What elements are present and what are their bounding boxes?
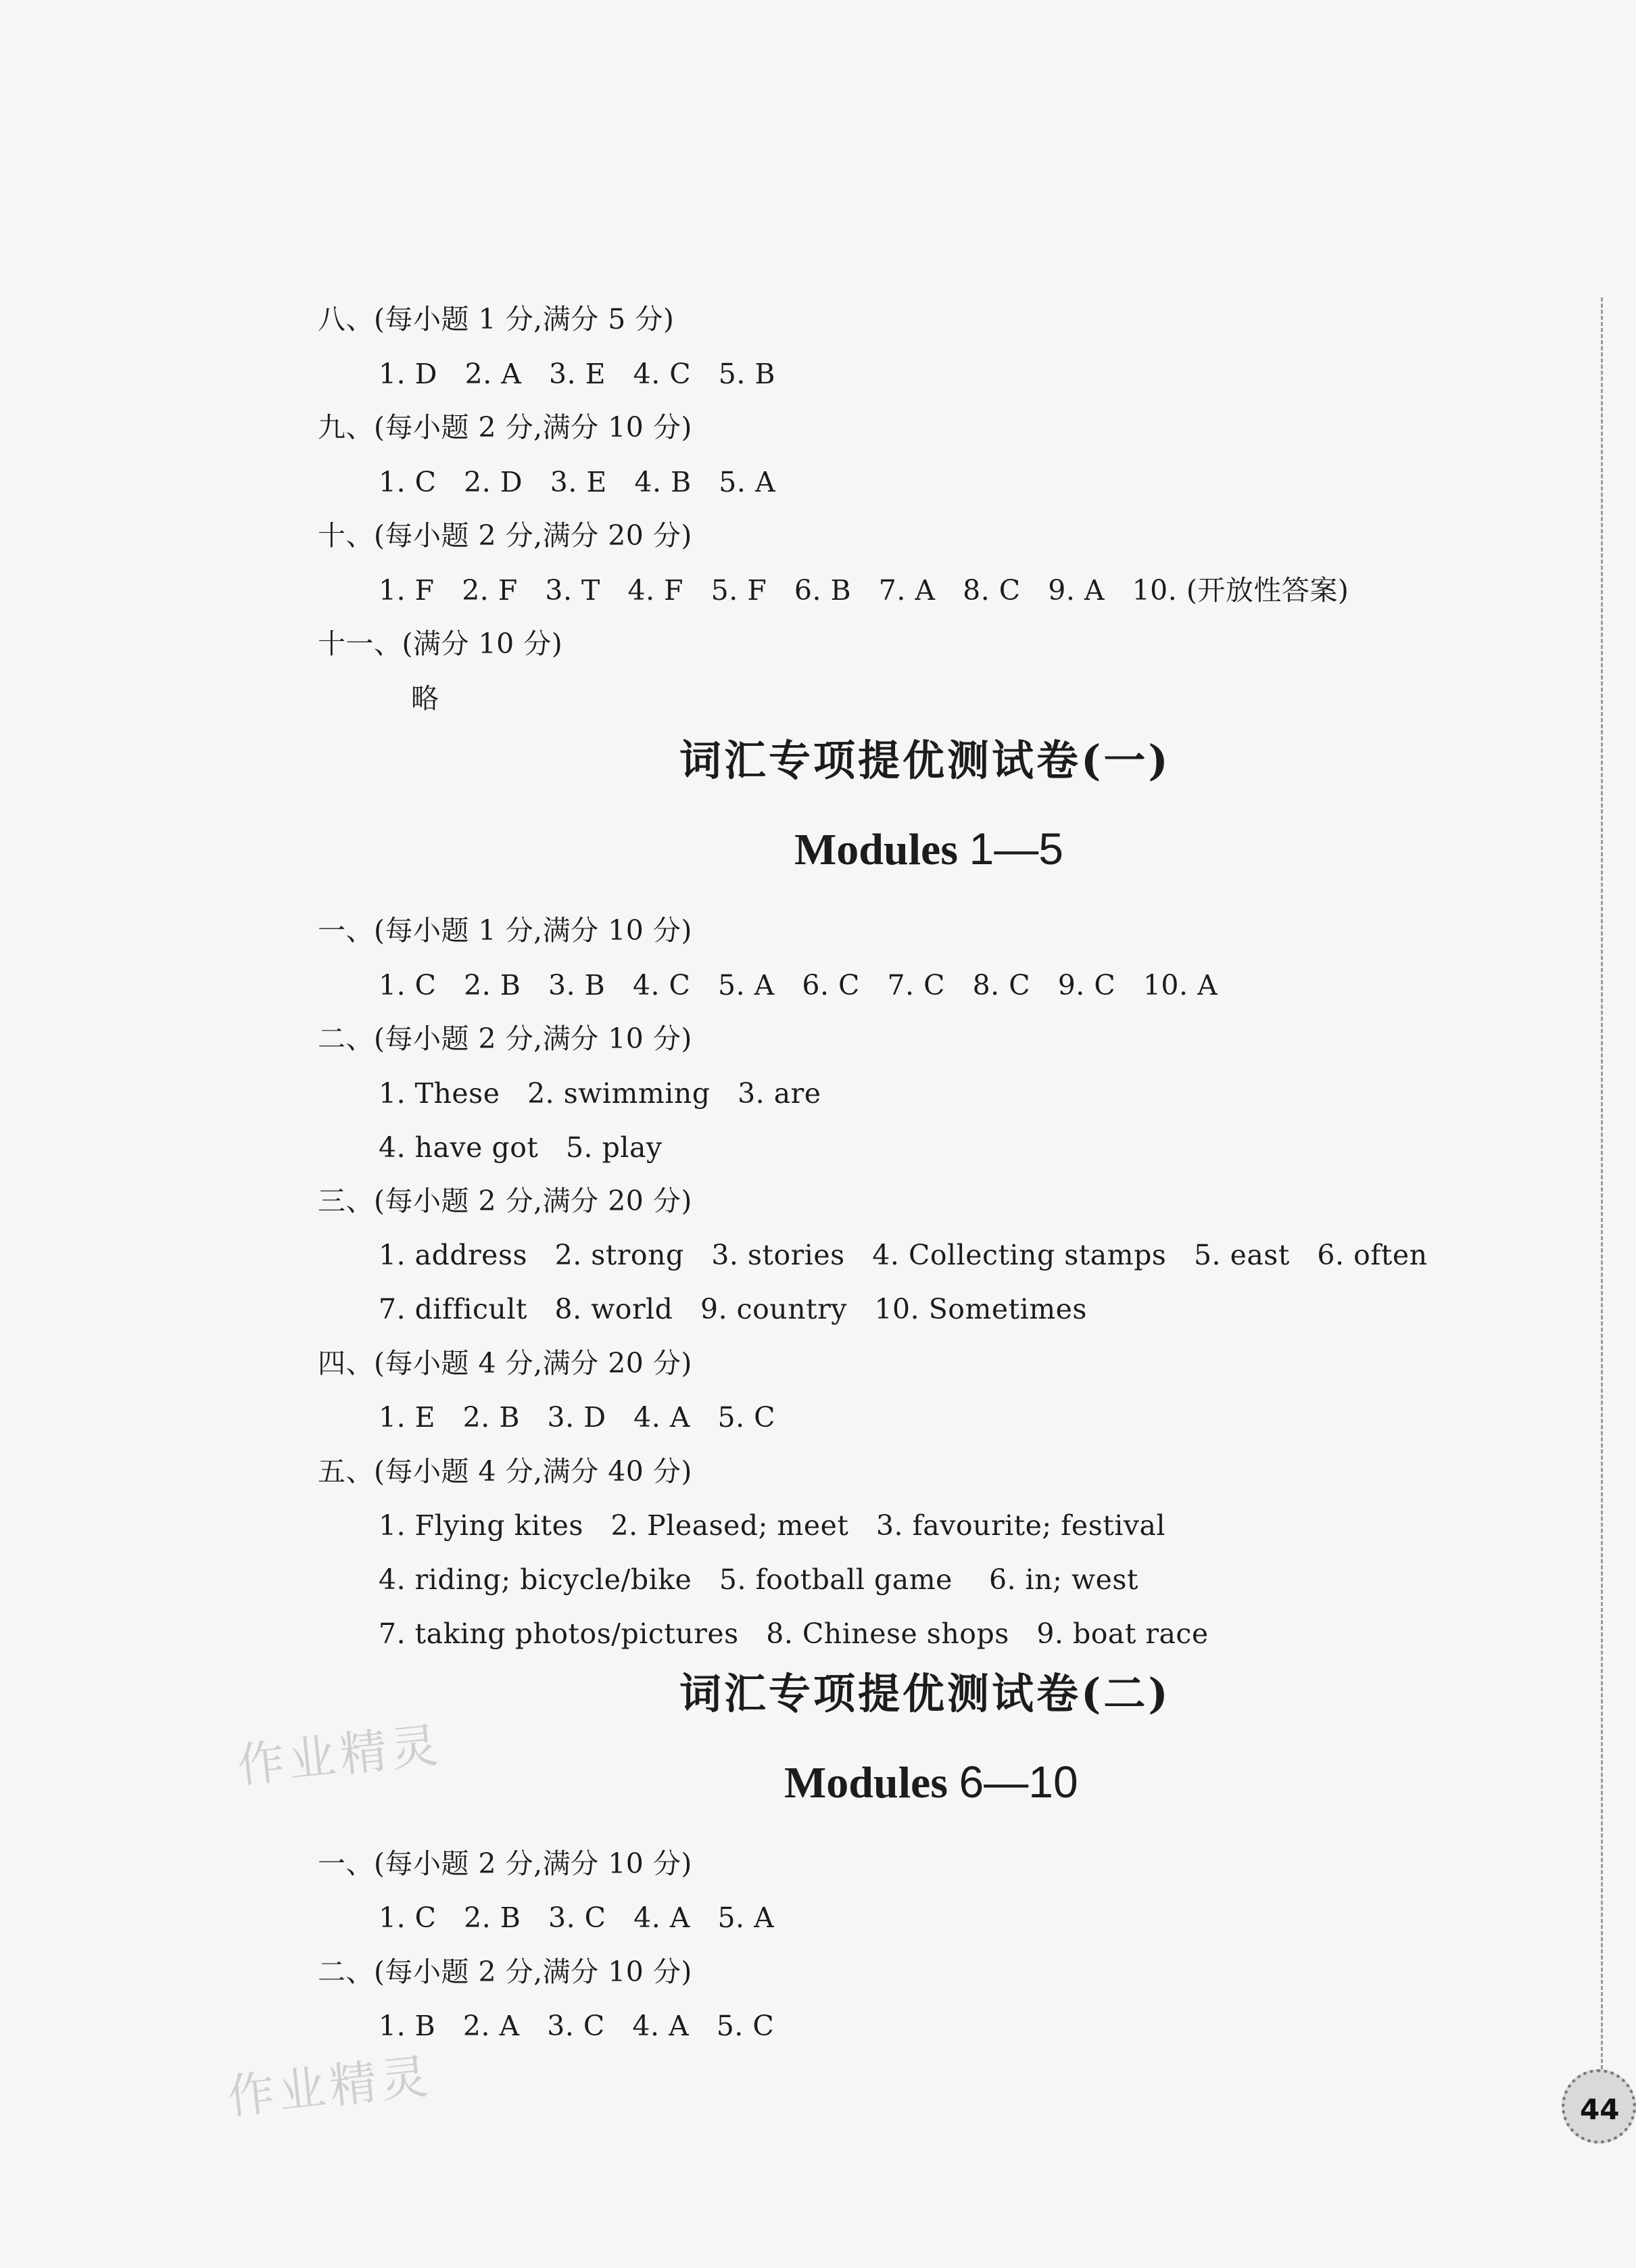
answer-line: 1. C 2. B 3. C 4. A 5. A [379,1901,775,1934]
answer-line: 7. difficult 8. world 9. country 10. Sometimes [379,1293,1087,1325]
question-heading: 一、(每小题 1 分,满分 10 分) [318,914,692,947]
answer-line: 略 [411,682,439,715]
watermark-2: 作业精灵 [224,2048,435,2125]
question-heading: 十、(每小题 2 分,满分 20 分) [318,519,692,552]
question-heading: 五、(每小题 4 分,满分 40 分) [318,1455,692,1488]
question-heading: 四、(每小题 4 分,满分 20 分) [318,1347,692,1379]
answer-line: 1. C 2. D 3. E 4. B 5. A [379,466,776,498]
page-edge-dashed-line [1601,298,1603,2069]
modules-range-1: 1—5 [969,824,1063,874]
section-title-1: 词汇专项提优测试卷(一) [679,736,1171,785]
question-heading: 二、(每小题 2 分,满分 10 分) [318,1022,692,1055]
answer-line: 1. B 2. A 3. C 4. A 5. C [379,2010,775,2042]
modules-word-1: Modules [794,825,959,874]
answer-line: 1. address 2. strong 3. stories 4. Collecting stamps 5. east 6. often [379,1239,1428,1271]
answer-line: 4. riding; bicycle/bike 5. football game 6. in; west [379,1563,1138,1596]
section-title-2: 词汇专项提优测试卷(二) [679,1669,1171,1718]
watermark-1: 作业精灵 [235,1717,446,1794]
question-heading: 九、(每小题 2 分,满分 10 分) [318,411,692,444]
answer-line: 7. taking photos/pictures 8. Chinese shops 9. boat race [379,1617,1209,1650]
question-heading: 二、(每小题 2 分,满分 10 分) [318,1956,692,1988]
question-heading: 一、(每小题 2 分,满分 10 分) [318,1847,692,1880]
page-number: 44 [1580,2093,1620,2126]
modules-heading-2 [784,1757,1078,1808]
modules-word-2: Modules [784,1758,948,1808]
question-heading: 十一、(满分 10 分) [318,628,563,660]
modules-range-2: 6—10 [959,1757,1078,1807]
question-heading: 八、(每小题 1 分,满分 5 分) [318,303,675,335]
answer-line: 4. have got 5. play [379,1131,663,1164]
answer-line: 1. These 2. swimming 3. are [379,1077,821,1110]
page-number-badge [1562,2069,1636,2144]
answer-line: 1. Flying kites 2. Pleased; meet 3. favourite; festival [379,1509,1166,1542]
answer-line: 1. D 2. A 3. E 4. C 5. B [379,358,776,390]
answer-line: 1. F 2. F 3. T 4. F 5. F 6. B 7. A 8. C 9. A 10. (开放性答案) [379,574,1349,607]
question-heading: 三、(每小题 2 分,满分 20 分) [318,1185,692,1217]
modules-heading-1 [794,826,1063,872]
answer-line: 1. C 2. B 3. B 4. C 5. A 6. C 7. C 8. C 9. C 10. A [379,969,1218,1001]
answer-line: 1. E 2. B 3. D 4. A 5. C [379,1401,776,1434]
